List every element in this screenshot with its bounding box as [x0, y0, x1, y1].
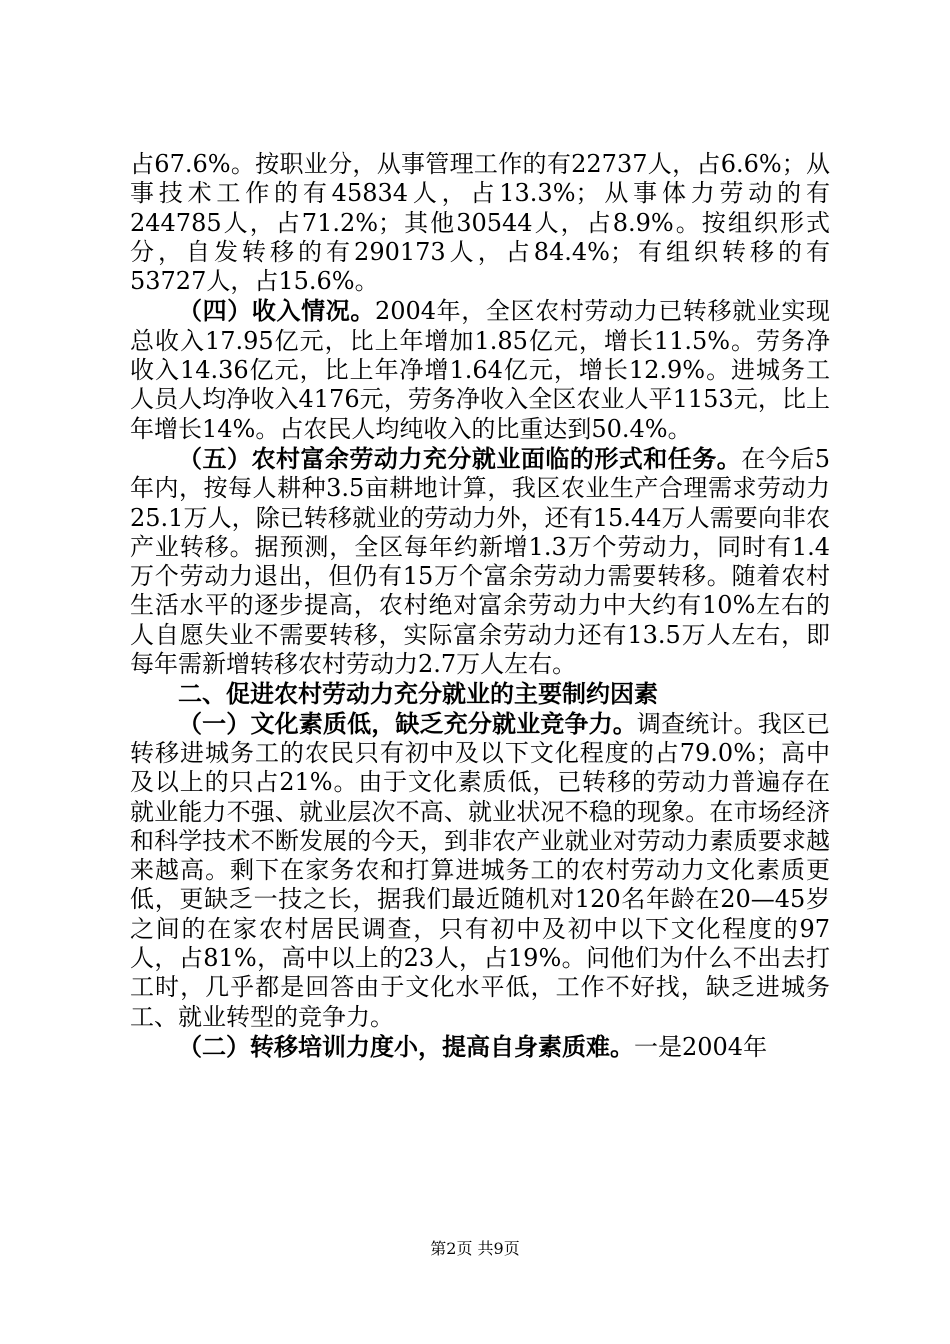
document-body	[130, 150, 830, 1062]
paragraph-employment-breakdown	[130, 150, 830, 296]
paragraph-income	[130, 296, 830, 443]
paragraph-heading: （二）转移培训力度小，提高自身素质难。	[178, 1031, 634, 1061]
paragraph-heading: （四）收入情况。	[178, 296, 375, 326]
page-footer	[0, 1236, 950, 1259]
paragraph-text: 2004年，全区农村劳动力已转移就业实现总收入17.95亿元，比上年增加1.85亿元，增长11.5%。劳务净收入14.36亿元，比上年净增1.64亿元，增长12.9%。进城务工人员人均净收入4176元，劳务净收入全区农业人平1153元，比上年增长14%。占农民人均纯收入的比重达到50.4%。	[130, 297, 831, 443]
paragraph-text: 占67.6%。按职业分，从事管理工作的有22737人，占6.6%；从事技术工作的有45834人，占13.3%；从事体力劳动的有244785人，占71.2%；其他30544人，占8.9%。按组织形式分，自发转移的有290173人，占84.4%；有组织转移的有53727人，占15.6%。	[130, 150, 830, 296]
page-number: 第2页 共9页	[430, 1239, 520, 1258]
paragraph-education-level	[130, 709, 830, 1032]
paragraph-text: 在今后5年内，按每人耕种3.5亩耕地计算，我区农业生产合理需求劳动力25.1万人，除已转移就业的劳动力外，还有15.44万人需要向非农产业转移。据预测，全区每年约新增1.3万个劳动力，同时有1.4万个劳动力退出，但仍有15万个富余劳动力需要转移。随着农村生活水平的逐步提高，农村绝对富余劳动力中大约有10%左右的人自愿失业不需要转移，实际富余劳动力还有13.5万人左右，即每年需新增转移农村劳动力2.7万人左右。	[130, 444, 830, 679]
paragraph-surplus-labor	[130, 444, 830, 679]
paragraph-heading: （一）文化素质低，缺乏充分就业竞争力。	[178, 708, 637, 738]
paragraph-text: 一是2004年	[634, 1032, 768, 1061]
section-title-text: 二、促进农村劳动力充分就业的主要制约因素	[178, 679, 658, 709]
paragraph-text: 调查统计。我区已转移进城务工的农民只有初中及以下文化程度的占79.0%；高中及以上的只占21%。由于文化素质低，已转移的劳动力普遍存在就业能力不强、就业层次不高、就业状况不稳的现象。在市场经济和科学技术不断发展的今天，到非农产业就业对劳动力素质要求越来越高。剩下在家务农和打算进城务工的农村劳动力文化素质更低，更缺乏一技之长，据我们最近随机对120名年龄在20—45岁之间的在家农村居民调查，只有初中及初中以下文化程度的97人，占81%，高中以上的23人，占19%。问他们为什么不出去打工时，几乎都是回答由于文化水平低，工作不好找，缺乏进城务工、就业转型的竞争力。	[130, 709, 830, 1031]
paragraph-heading: （五）农村富余劳动力充分就业面临的形式和任务。	[178, 443, 742, 473]
section-title	[130, 679, 830, 708]
paragraph-training	[130, 1032, 830, 1062]
